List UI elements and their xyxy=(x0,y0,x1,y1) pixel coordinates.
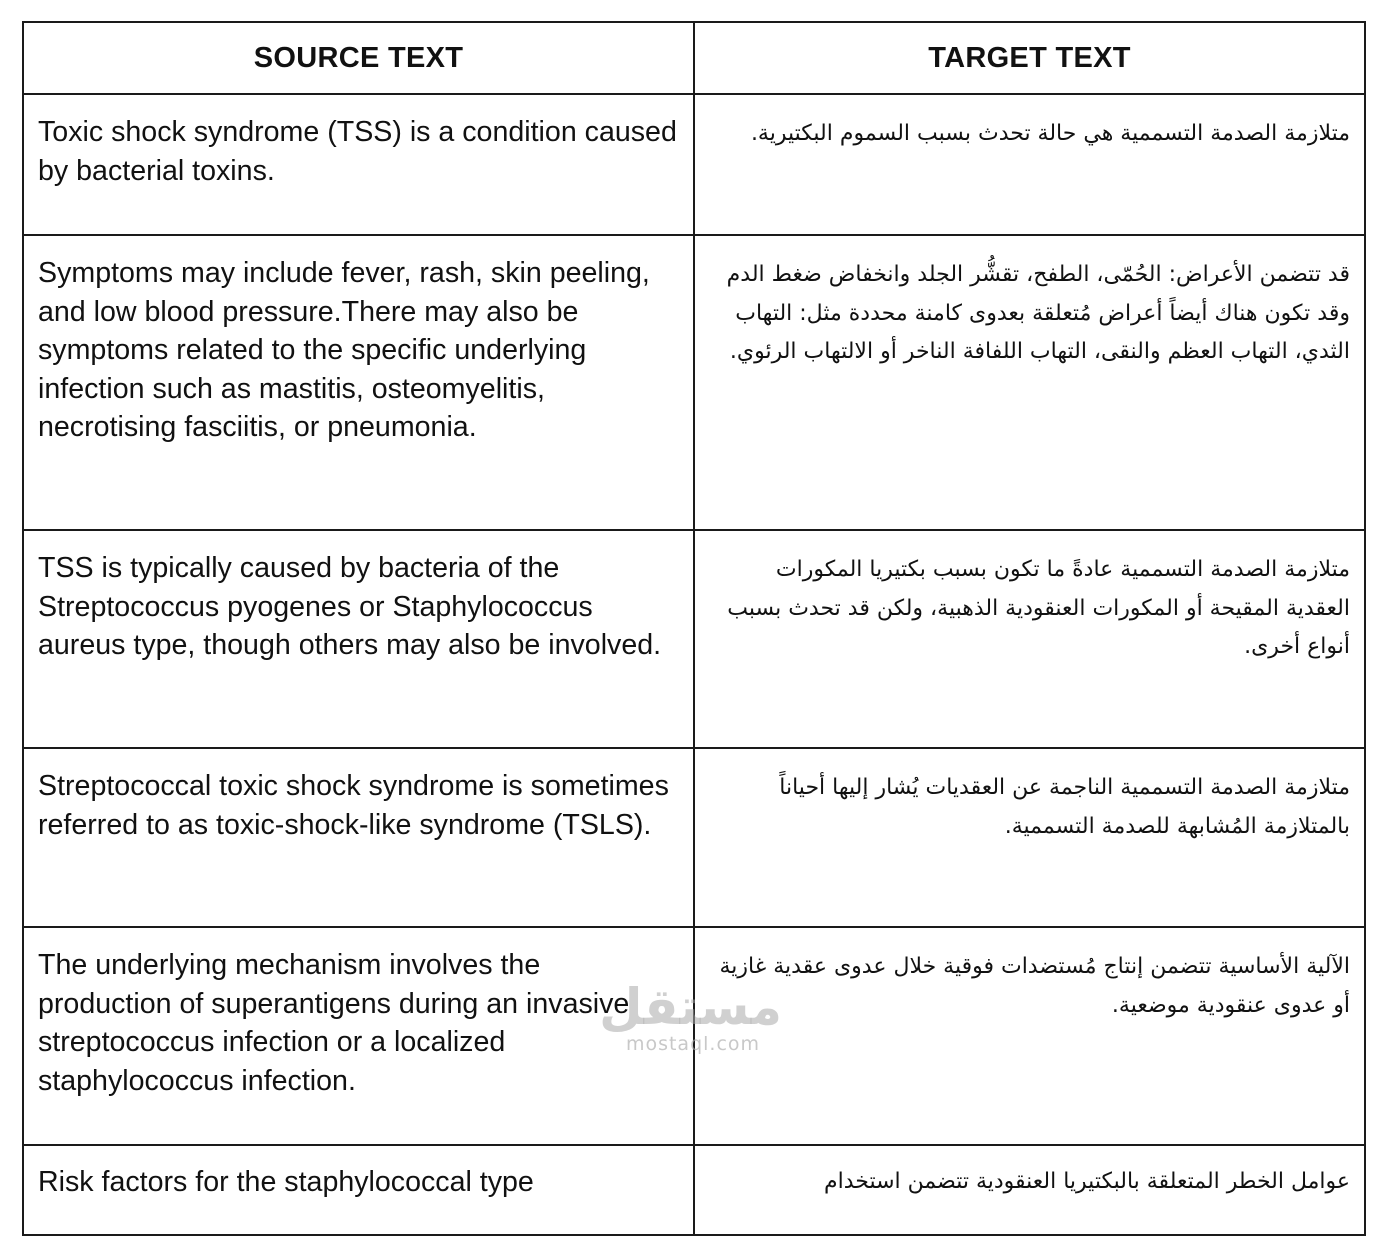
target-text-header: TARGET TEXT xyxy=(694,22,1365,94)
table-header-row xyxy=(23,22,1365,94)
table-row xyxy=(23,927,1365,1145)
source-text-cell: Streptococcal toxic shock syndrome is sometimes referred to as toxic-shock-like syndrome (TSLS). xyxy=(23,748,694,927)
table-row xyxy=(23,235,1365,530)
target-text-cell: متلازمة الصدمة التسممية عادةً ما تكون بسبب بكتيريا المكورات العقدية المقيحة أو المكورات العنقودية الذهبية، ولكن قد تحدث بسبب أنواع أخرى. xyxy=(694,530,1365,748)
table-row xyxy=(23,748,1365,927)
target-text-cell: متلازمة الصدمة التسممية الناجمة عن العقديات يُشار إليها أحياناً بالمتلازمة المُشابهة للصدمة التسممية. xyxy=(694,748,1365,927)
source-text-cell: Symptoms may include fever, rash, skin peeling, and low blood pressure.There may also be symptoms related to the specific underlying infection such as mastitis, osteomyelitis, necrotising fasciitis, or pneumonia. xyxy=(23,235,694,530)
source-text-cell: Toxic shock syndrome (TSS) is a condition caused by bacterial toxins. xyxy=(23,94,694,235)
table-row xyxy=(23,1145,1365,1235)
source-text-cell: Risk factors for the staphylococcal type xyxy=(23,1145,694,1235)
target-text-cell: قد تتضمن الأعراض: الحُمّى، الطفح، تقشُّر الجلد وانخفاض ضغط الدم وقد تكون هناك أيضاً أعراض مُتعلقة بعدوى كامنة محددة مثل: التهاب الثدي، التهاب العظم والنقى، التهاب اللفافة الناخر أو الالتهاب الرئوي. xyxy=(694,235,1365,530)
table-row xyxy=(23,530,1365,748)
table-row xyxy=(23,94,1365,235)
source-text-header: SOURCE TEXT xyxy=(23,22,694,94)
target-text-cell: عوامل الخطر المتعلقة بالبكتيريا العنقودية تتضمن استخدام xyxy=(694,1145,1365,1235)
watermark-logo: مستقل xyxy=(599,978,782,1036)
target-text-cell: متلازمة الصدمة التسممية هي حالة تحدث بسبب السموم البكتيرية. xyxy=(694,94,1365,235)
target-text-cell: الآلية الأساسية تتضمن إنتاج مُستضدات فوقية خلال عدوى عقدية غازية أو عدوى عنقودية موضعية. xyxy=(694,927,1365,1145)
source-text-cell: The underlying mechanism involves the production of superantigens during an invasive streptococcus infection or a localized staphylococcus infection. xyxy=(23,927,694,1145)
translation-table xyxy=(22,21,1366,1236)
source-text-cell: TSS is typically caused by bacteria of the Streptococcus pyogenes or Staphylococcus aureus type, though others may also be involved. xyxy=(23,530,694,748)
watermark-url: mostaql.com xyxy=(625,1033,761,1055)
